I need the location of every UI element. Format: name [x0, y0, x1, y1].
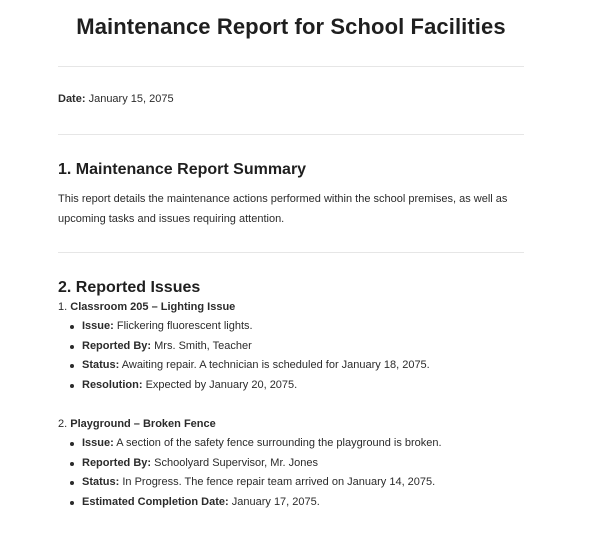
divider — [58, 252, 524, 253]
detail-value: Awaiting repair. A technician is scheduled for January 18, 2075. — [121, 359, 430, 371]
issue-title-text: Playground – Broken Fence — [70, 418, 216, 430]
detail-value: Mrs. Smith, Teacher — [154, 339, 252, 352]
issue-detail — [58, 493, 524, 513]
detail-label: Reported By: — [82, 339, 152, 352]
issue-title — [58, 298, 524, 317]
issue-detail — [58, 473, 524, 493]
bullet-icon — [70, 462, 74, 466]
issue-item — [58, 415, 524, 512]
detail-value: Expected by January 20, 2075. — [145, 378, 298, 391]
issue-details-list — [58, 434, 524, 512]
summary-text: This report details the maintenance actions performed within the school premises, as well as upcoming tasks and issues requiring attention. — [58, 193, 508, 225]
issue-detail — [58, 454, 524, 474]
issue-details-list — [58, 317, 524, 395]
detail-label: Reported By: — [82, 456, 152, 469]
bullet-icon — [70, 345, 74, 349]
bullet-icon — [70, 364, 74, 368]
bullet-icon — [70, 481, 74, 485]
detail-label: Status: — [82, 359, 120, 371]
report-date — [58, 93, 174, 105]
date-label: Date: — [58, 93, 86, 105]
divider — [58, 66, 524, 67]
issue-number: 2. — [58, 418, 68, 430]
bullet-icon — [70, 384, 74, 388]
summary-heading: 1. Maintenance Report Summary — [58, 161, 307, 178]
issue-detail — [58, 337, 524, 357]
issue-title — [58, 415, 524, 434]
detail-value: January 17, 2075. — [231, 495, 320, 508]
detail-value: Schoolyard Supervisor, Mr. Jones — [154, 456, 318, 469]
divider — [58, 134, 524, 135]
detail-label: Resolution: — [82, 378, 143, 391]
issue-title-text: Classroom 205 – Lighting Issue — [70, 301, 236, 313]
issue-detail — [58, 356, 524, 376]
detail-label: Issue: — [82, 320, 114, 332]
bullet-icon — [70, 501, 74, 505]
issues-heading: 2. Reported Issues — [58, 279, 201, 296]
issue-number: 1. — [58, 301, 68, 313]
issue-item — [58, 298, 524, 395]
bullet-icon — [70, 442, 74, 446]
detail-value: Flickering fluorescent lights. — [116, 320, 253, 332]
date-value: January 15, 2075 — [88, 93, 174, 105]
issue-detail — [58, 376, 524, 396]
detail-label: Status: — [82, 476, 120, 488]
detail-value: In Progress. The fence repair team arrived on January 14, 2075. — [122, 476, 436, 488]
issue-detail — [58, 317, 524, 337]
detail-label: Estimated Completion Date: — [82, 495, 229, 508]
report-title: Maintenance Report for School Facilities — [76, 14, 506, 39]
bullet-icon — [70, 325, 74, 329]
detail-value: A section of the safety fence surrounding the playground is broken. — [116, 437, 442, 449]
issue-detail — [58, 434, 524, 454]
detail-label: Issue: — [82, 437, 114, 449]
